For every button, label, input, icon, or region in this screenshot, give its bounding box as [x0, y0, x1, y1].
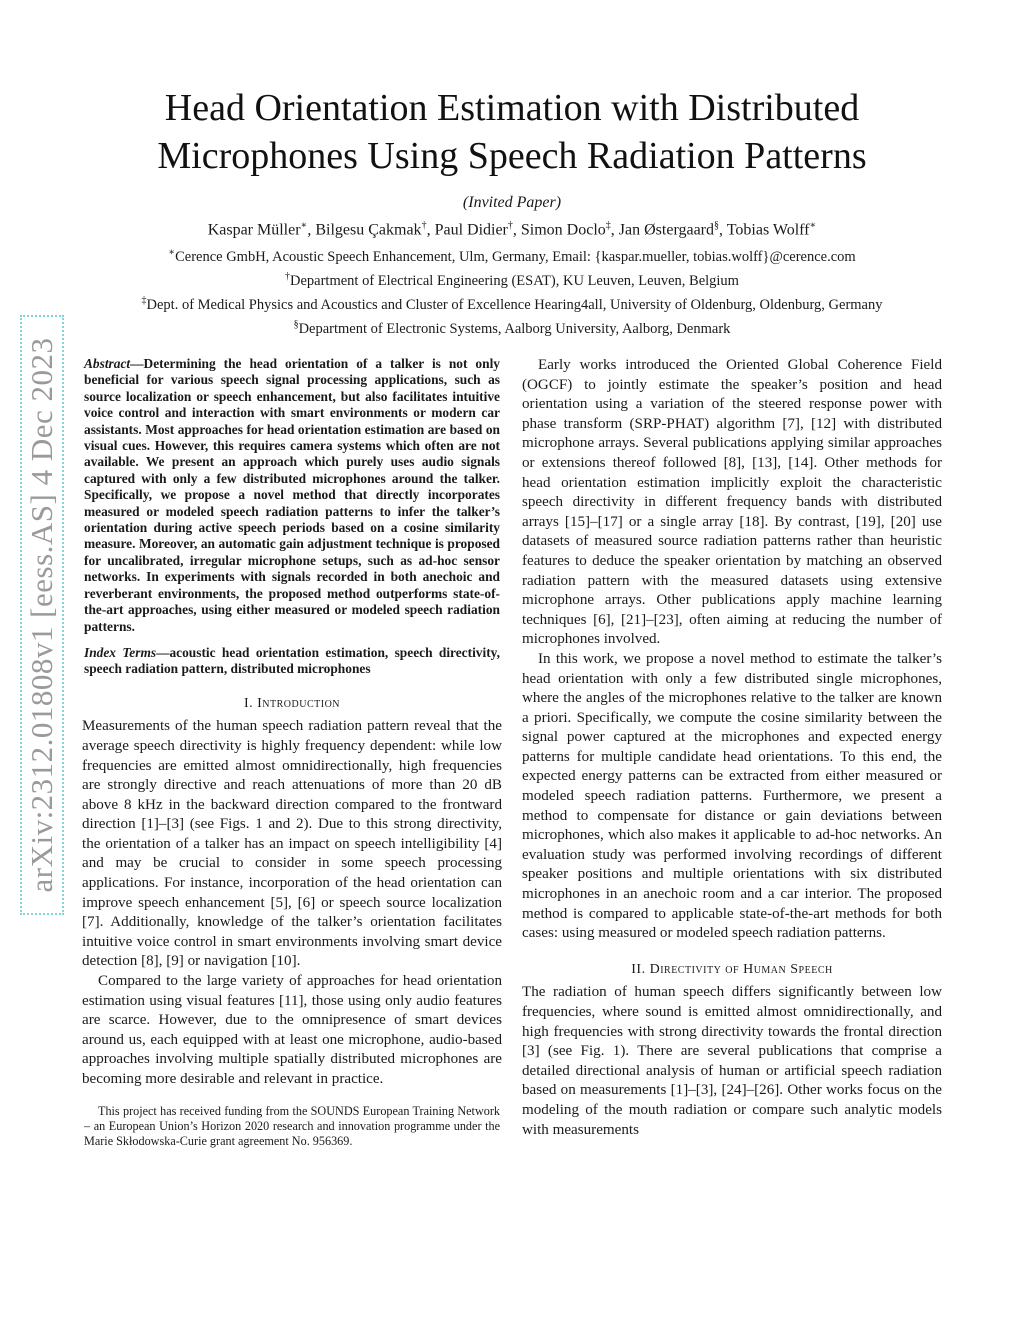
abstract-label: Abstract: [84, 356, 131, 371]
index-terms-text: —acoustic head orientation estimation, speech directivity, speech radiation pattern, distributed microphones: [84, 644, 500, 677]
author: Paul Didier: [434, 221, 508, 239]
index-terms-label: Index Terms: [84, 644, 157, 660]
right-column: [522, 356, 942, 1140]
affiliation-mark: ∗: [168, 247, 176, 259]
paper-title: [80, 84, 944, 180]
author: Simon Doclo: [520, 221, 606, 239]
abstract-text: —Determining the head orientation of a talker is not only beneficial for various speech signal processing applications, such as source localization or speech enhancement, but also facilitates intuitive voice control and interaction with smart environments or modern car assistants. Most approaches for head orientation estimation are based on visual cues. However, this requires camera systems which often are not available. We present an approach which purely uses audio signals captured with only a few distributed microphones around the talker. Specifically, we propose a novel method that directly incorporates measured or modeled speech radiation patterns to infer the talker’s orientation during active speech periods based on a cosine similarity measure. Moreover, an automatic gain adjustment technique is proposed for uncalibrated, irregular microphone setups, such as ad-hoc sensor networks. In experiments with signals recorded in both anechoic and reverberant environments, the proposed method outperforms state-of-the-art approaches, using either measured or modeled speech radiation patterns.: [84, 356, 500, 634]
affiliation-text: Department of Electronic Systems, Aalborg University, Aalborg, Denmark: [298, 320, 731, 337]
section-heading-introduction: I. Introduction: [243, 695, 341, 711]
paper-subtitle: (Invited Paper): [462, 194, 562, 211]
arxiv-stamp: [20, 315, 64, 915]
title-line-2: Microphones Using Speech Radiation Patterns: [157, 135, 867, 177]
affiliation: [80, 315, 944, 339]
intro-paragraph-2: Compared to the large variety of approaches for head orientation estimation using visual features [11], those using only audio features are scarce. However, due to the omnipresence of smart devices around us, each equipped with at least one microphone, audio-based approaches involving multiple spatially distributed microphones are becoming more desirable and relevant in practice.: [82, 973, 502, 1087]
right-paragraph-1: Early works introduced the Oriented Global Coherence Field (OGCF) to jointly estimate the speaker’s position and head orientation using a variation of the steered response power with phase transform (SRP-PHAT) algorithm [7], [12] with distributed microphone arrays. Several publications applying similar approaches or extensions thereof followed [8], [13], [14]. Other methods for head orientation estimation implicitly exploit the characteristic speech directivity in different frequency bands with distributed arrays [15]–[17] or a single array [18]. By contrast, [19], [20] use datasets of measured source radiation patterns rather than heuristic features to deduce the speaker orientation by matching an observed radiation pattern with the measured datasets using extensive microphone arrays. Other publications apply machine learning techniques [6], [21]–[23], often aiming at reducing the number of microphones involved.: [522, 357, 942, 648]
author: Jan Østergaard: [618, 221, 715, 239]
title-line-1: Head Orientation Estimation with Distributed: [164, 87, 860, 129]
affiliation: [80, 243, 944, 267]
affiliation: [80, 291, 944, 315]
author: Bilgesu Çakmak: [315, 221, 422, 239]
intro-paragraph-1: Measurements of the human speech radiation pattern reveal that the average speech directivity is highly frequency dependent: while low frequencies are emitted almost omnidirectionally, high frequencies are strongly directive and reach attenuations of more than 20 dB above 8 kHz in the backward direction compared to the frontward direction [1]–[3] (see Figs. 1 and 2). Due to this strong directivity, the orientation of a talker has an impact on speech intelligibility [4] and may be crucial to consider in some speech processing applications. For instance, incorporation of the head orientation can improve speech enhancement [5], [6] or speech source localization [7]. Additionally, knowledge of the talker’s orientation facilitates intuitive voice control in smart environments involving smart device detection [8], [9] or navigation [10].: [82, 718, 502, 970]
abstract: [82, 356, 502, 635]
author-mark: ∗: [300, 220, 308, 231]
author-mark: †: [421, 220, 427, 231]
author-mark: †: [507, 220, 513, 231]
section-heading-directivity: II. Directivity of Human Speech: [631, 961, 833, 977]
affiliation-mark: ‡: [141, 294, 147, 306]
index-terms: [82, 645, 502, 678]
author: Kaspar Müller: [207, 221, 301, 239]
affiliation-text: Department of Electrical Engineering (ESAT), KU Leuven, Leuven, Belgium: [290, 272, 739, 289]
right-paragraph-2: In this work, we propose a novel method to estimate the talker’s head orientation with only a few distributed single microphones, where the angles of the microphones relative to the talker are known a priori. Specifically, we compute the cosine similarity between the signal power captured at the microphones and expected energy patterns for multiple candidate head orientations. To this end, the expected energy patterns can be extracted from either measured or modeled speech radiation patterns. Furthermore, we present a method to compensate for distance or gain deviations between microphones, which also makes it applicable to ad-hoc networks. An evaluation study was performed involving recordings of different speaker positions and multiple orientations with six distributed microphones in an anechoic room and a car interior. The proposed method is compared to applicable state-of-the-art methods for both cases: using measured or modeled speech radiation patterns.: [522, 650, 942, 942]
affiliation: [80, 267, 944, 291]
affiliation-text: Cerence GmbH, Acoustic Speech Enhancement, Ulm, Germany, Email: {kaspar.mueller, tobias.wolff}@cerence.com: [175, 249, 856, 266]
author: Tobias Wolff: [726, 221, 810, 239]
arxiv-stamp-text: arXiv:2312.01808v1 [eess.AS] 4 Dec 2023: [24, 337, 59, 893]
funding-footnote: This project has received funding from the SOUNDS European Training Network – an European Union’s Horizon 2020 research and innovation programme under the Marie Skłodowska-Curie grant agreement No. 956369.: [84, 1103, 500, 1148]
left-column: [82, 356, 502, 1149]
affiliation-text: Dept. of Medical Physics and Acoustics and Cluster of Excellence Hearing4all, University of Oldenburg, Oldenburg, Germany: [146, 296, 883, 313]
affiliation-mark: §: [293, 318, 299, 330]
author-mark: §: [714, 220, 720, 231]
author-mark: ‡: [605, 220, 611, 231]
directivity-paragraph-1: The radiation of human speech differs significantly between low frequencies, where sound is emitted almost omnidirectionally, and high frequencies with strong directivity towards the frontal direction [3] (see Fig. 1). There are several publications that comprise a detailed directional analysis of human or artificial speech radiation based on measurements [1]–[3], [24]–[26]. Other works focus on the modeling of the mouth radiation or compare such analytic models with measurements: [522, 984, 942, 1138]
affiliation-mark: †: [285, 271, 291, 283]
paper-header: [80, 84, 944, 339]
author-list: Kaspar Müller∗, Bilgesu Çakmak†, Paul Didier†, Simon Doclo‡, Jan Østergaard§, Tobias Wolff∗: [207, 220, 817, 239]
author-mark: ∗: [809, 220, 817, 231]
